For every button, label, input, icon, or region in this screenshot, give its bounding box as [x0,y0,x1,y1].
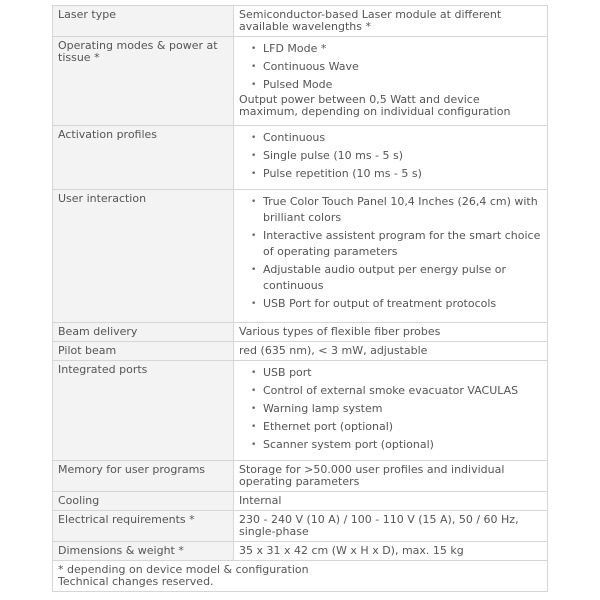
row-value [234,361,548,461]
table-row [53,6,548,37]
footer-note-changes: Technical changes reserved. [58,575,214,588]
list-item: • USB Port for output of treatment protocols [251,297,497,310]
list-item: • Control of external smoke evacuator VACULAS [251,384,519,397]
bullet-icon: • [251,62,257,72]
bullet-icon: • [251,440,257,450]
row-label: Memory for user programs [53,461,234,492]
table-row [53,511,548,542]
row-value: Various types of flexible fiber probes [234,323,548,342]
row-value: Semiconductor-based Laser module at different available wavelengths * [234,6,548,37]
specifications-table [52,5,548,592]
table-row [53,190,548,323]
list-item: • Ethernet port (optional) [251,420,394,433]
bullet-list [239,193,542,313]
bullet-icon: • [251,299,257,309]
bullet-icon: • [251,231,257,241]
bullet-icon: • [251,80,257,90]
row-value [234,37,548,126]
bullet-icon: • [251,44,257,54]
row-value: Storage for >50.000 user profiles and individual operating parameters [234,461,548,492]
footer-note-configuration: * depending on device model & configuration [58,563,309,576]
row-value [234,126,548,190]
row-label: Cooling [53,492,234,511]
list-item: • Continuous [251,131,326,144]
bullet-icon: • [251,422,257,432]
bullet-list [239,40,542,94]
row-note: Output power between 0,5 Watt and device maximum, depending on individual configuration [239,93,511,118]
row-label: Operating modes & power at tissue * [53,37,234,126]
list-item: • Pulsed Mode [251,78,333,91]
table-row [53,361,548,461]
row-label: Electrical requirements * [53,511,234,542]
row-value: 35 x 31 x 42 cm (W x H x D), max. 15 kg [234,542,548,561]
table-row [53,37,548,126]
row-label: Beam delivery [53,323,234,342]
bullet-icon: • [251,169,257,179]
bullet-icon: • [251,197,257,207]
table-footer-row [53,561,548,592]
row-label: Pilot beam [53,342,234,361]
list-item: • Adjustable audio output per energy pulse or continuous [251,263,507,292]
list-item: • True Color Touch Panel 10,4 Inches (26,4 cm) with brilliant colors [251,195,538,224]
bullet-icon: • [251,386,257,396]
footer-notes [53,561,548,592]
bullet-icon: • [251,404,257,414]
bullet-icon: • [251,133,257,143]
list-item: • LFD Mode * [251,42,327,55]
list-item: • Single pulse (10 ms - 5 s) [251,149,404,162]
bullet-icon: • [251,368,257,378]
table-row [53,342,548,361]
row-label: User interaction [53,190,234,323]
list-item: • Interactive assistent program for the smart choice of operating parameters [251,229,541,258]
list-item: • USB port [251,366,312,379]
row-label: Laser type [53,6,234,37]
table-row [53,542,548,561]
row-value: Internal [234,492,548,511]
row-value: red (635 nm), < 3 mW, adjustable [234,342,548,361]
bullet-list [239,129,542,183]
list-item: • Scanner system port (optional) [251,438,434,451]
row-value [234,190,548,323]
bullet-list [239,364,542,454]
list-item: • Continuous Wave [251,60,359,73]
row-label: Integrated ports [53,361,234,461]
row-label: Activation profiles [53,126,234,190]
table-row [53,461,548,492]
list-item: • Warning lamp system [251,402,383,415]
bullet-icon: • [251,151,257,161]
table-row [53,126,548,190]
table-row [53,492,548,511]
bullet-icon: • [251,265,257,275]
list-item: • Pulse repetition (10 ms - 5 s) [251,167,422,180]
row-label: Dimensions & weight * [53,542,234,561]
table-row [53,323,548,342]
row-value: 230 - 240 V (10 A) / 100 - 110 V (15 A), 50 / 60 Hz, single-phase [234,511,548,542]
